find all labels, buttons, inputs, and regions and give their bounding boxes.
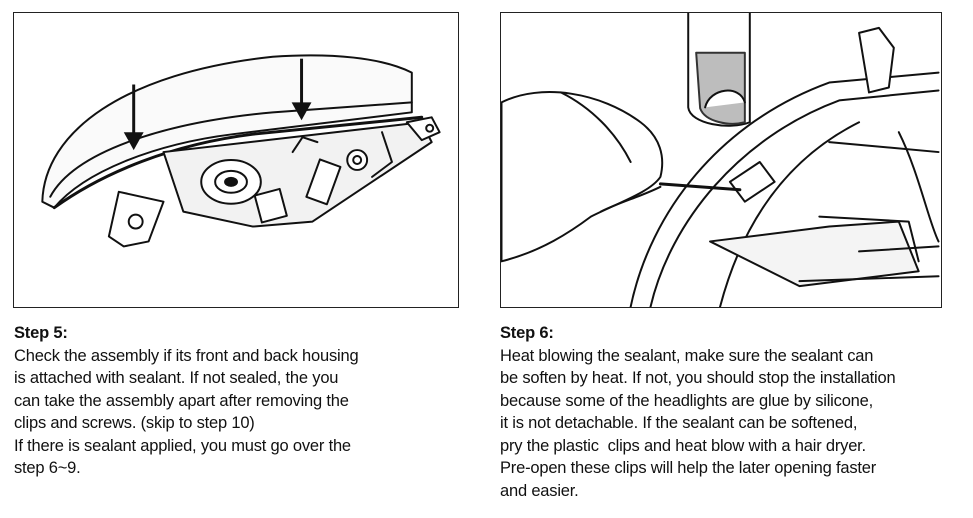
headlight-assembly-illustration (13, 12, 459, 308)
step-6-line-4: it is not detachable. If the sealant can be softened, (500, 414, 858, 432)
step-6-block (500, 322, 970, 502)
step-5-title: Step 5: (14, 324, 68, 342)
step-5-block (14, 322, 454, 480)
step-5-line-6: step 6~9. (14, 459, 81, 477)
step-6-line-1: Heat blowing the sealant, make sure the sealant can (500, 346, 874, 365)
step-5-line-5: If there is sealant applied, you must go over the (14, 436, 351, 455)
step-5-line-3: can take the assembly apart after removing the (14, 391, 349, 410)
step-5-line-4: clips and screws. (skip to step 10) (14, 414, 255, 432)
heat-blow-drawing (501, 13, 941, 307)
step-5-line-1: Check the assembly if its front and back housing (14, 346, 359, 365)
step-6-line-2: be soften by heat. If not, you should stop the installation (500, 369, 896, 387)
heat-blow-illustration (500, 12, 942, 308)
step-6-line-7: and easier. (500, 481, 579, 500)
step-6-line-3: because some of the headlights are glue by silicone, (500, 391, 874, 410)
step-6-title: Step 6: (500, 324, 554, 342)
step-6-line-6: Pre-open these clips will help the later opening faster (500, 459, 877, 477)
step-6-line-5: pry the plastic clips and heat blow with a hair dryer. (500, 436, 866, 455)
step-5-line-2: is attached with sealant. If not sealed, the you (14, 369, 339, 387)
headlight-assembly-drawing (14, 13, 458, 307)
